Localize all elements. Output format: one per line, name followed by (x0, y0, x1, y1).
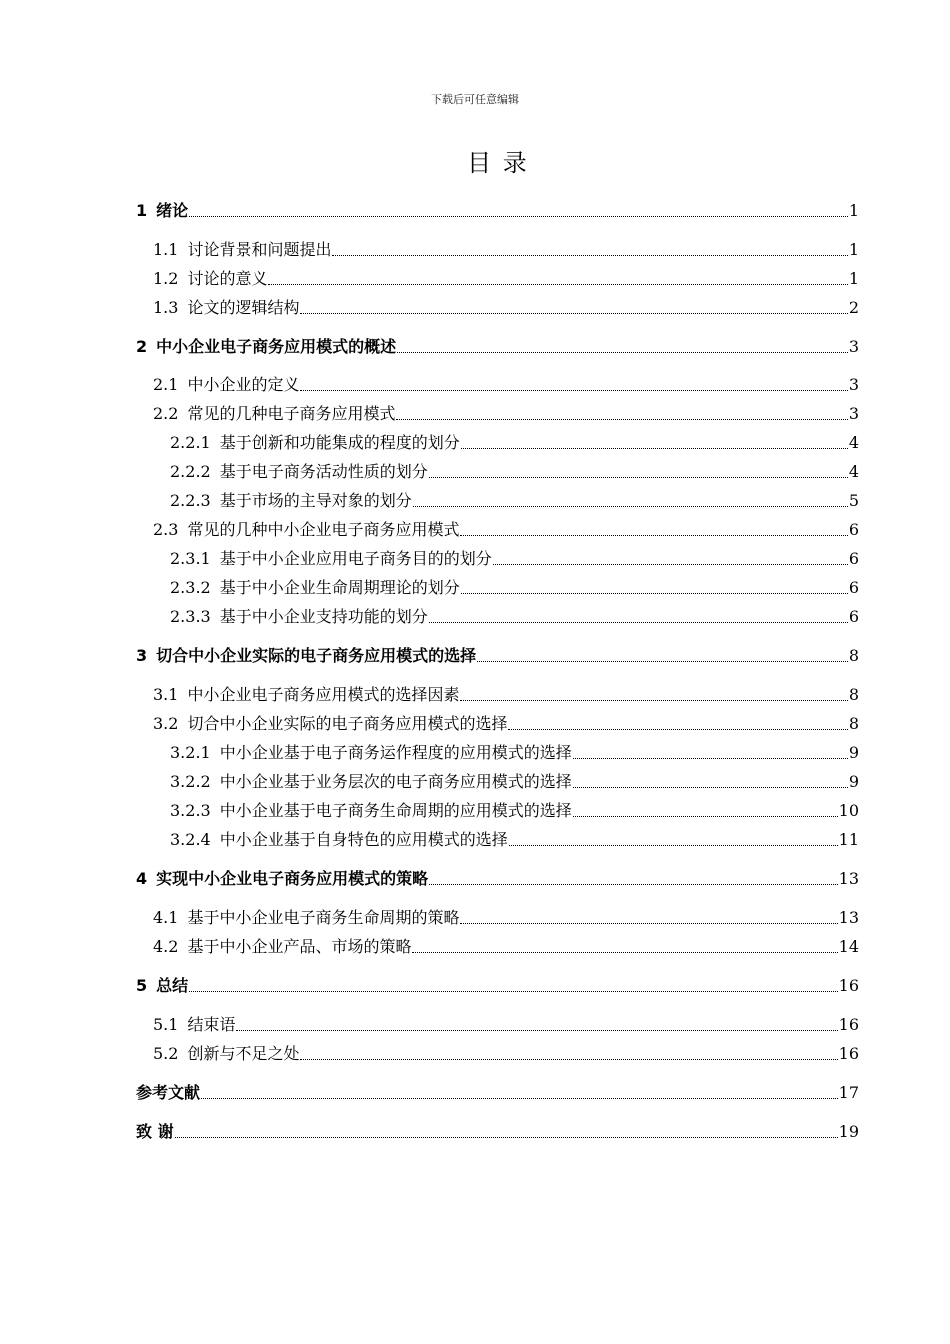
toc-entry-label: 中小企业基于电子商务生命周期的应用模式的选择 (219, 801, 572, 820)
toc-entry[interactable] (170, 828, 859, 850)
toc-entry-label: 切合中小企业实际的电子商务应用模式的选择 (156, 646, 477, 665)
toc-entry[interactable] (153, 683, 859, 705)
toc-entry-page: 4 (848, 462, 859, 481)
toc-dot-leader (508, 728, 847, 730)
toc-entry-label: 结束语 (187, 1015, 236, 1034)
toc-dot-leader (412, 951, 837, 953)
toc-dot-leader (396, 418, 847, 420)
toc-entry-number: 1.3 (153, 298, 179, 317)
toc-entry[interactable] (170, 770, 859, 792)
toc-dot-leader (493, 563, 848, 565)
toc-entry-number: 5.2 (153, 1044, 179, 1063)
toc-entry-number: 3 (136, 646, 148, 665)
toc-entry[interactable] (153, 238, 859, 260)
toc-entry[interactable] (170, 489, 859, 511)
toc-entry-page: 16 (838, 1044, 859, 1063)
toc-dot-leader (189, 215, 848, 217)
toc-entry-label: 创新与不足之处 (187, 1044, 300, 1063)
toc-entry-page: 3 (848, 375, 859, 394)
toc-entry[interactable] (170, 576, 859, 598)
toc-dot-leader (509, 844, 838, 846)
header-note: 下载后可任意编辑 (431, 93, 519, 106)
toc-entry[interactable] (170, 460, 859, 482)
toc-entry-number: 2.3.3 (170, 607, 211, 626)
toc-entry-page: 1 (848, 240, 859, 259)
toc-entry-label: 基于中小企业电子商务生命周期的策略 (187, 908, 460, 927)
toc-entry-label: 致 谢 (136, 1122, 174, 1141)
toc-dot-leader (300, 1058, 837, 1060)
toc-entry[interactable] (170, 799, 859, 821)
toc-entry[interactable] (136, 867, 859, 889)
toc-entry-number: 2.2 (153, 404, 179, 423)
toc-entry-number: 2.2.3 (170, 491, 211, 510)
toc-dot-leader (268, 283, 847, 285)
toc-entry-page: 14 (838, 937, 859, 956)
toc-entry-page: 6 (848, 549, 859, 568)
toc-entry-label: 总结 (156, 976, 189, 995)
toc-entry-number: 2 (136, 337, 148, 356)
toc-entry-number: 2.3 (153, 520, 179, 539)
toc-entry[interactable] (153, 1013, 859, 1035)
toc-entry[interactable] (153, 402, 859, 424)
toc-entry-page: 1 (848, 269, 859, 288)
toc-entry-page: 9 (848, 743, 859, 762)
toc-title: 目 录 (467, 149, 529, 177)
toc-entry[interactable] (170, 431, 859, 453)
toc-entry[interactable] (170, 547, 859, 569)
toc-dot-leader (429, 621, 848, 623)
toc-entry-label: 基于创新和功能集成的程度的划分 (219, 433, 460, 452)
toc-dot-leader (175, 1136, 838, 1138)
toc-entry[interactable] (153, 267, 859, 289)
toc-entry[interactable] (153, 906, 859, 928)
toc-entry-number: 2.2.1 (170, 433, 211, 452)
toc-dot-leader (236, 1029, 837, 1031)
toc-dot-leader (413, 505, 848, 507)
toc-entry-label: 切合中小企业实际的电子商务应用模式的选择 (187, 714, 508, 733)
toc-entry-label: 基于中小企业生命周期理论的划分 (219, 578, 460, 597)
toc-entry-page: 6 (848, 607, 859, 626)
toc-dot-leader (189, 990, 837, 992)
toc-entry-label: 常见的几种电子商务应用模式 (187, 404, 396, 423)
toc-dot-leader (573, 815, 838, 817)
toc-entry-number: 4 (136, 869, 148, 888)
toc-entry-number: 5.1 (153, 1015, 179, 1034)
toc-entry-number: 3.1 (153, 685, 179, 704)
toc-dot-leader (429, 883, 837, 885)
toc-entry[interactable] (153, 712, 859, 734)
toc-entry-label: 参考文献 (136, 1083, 201, 1102)
toc-dot-leader (201, 1097, 838, 1099)
toc-entry-page: 3 (848, 404, 859, 423)
toc-entry-page: 3 (848, 337, 859, 356)
toc-entry-label: 讨论背景和问题提出 (187, 240, 332, 259)
toc-entry[interactable] (170, 605, 859, 627)
toc-entry-page: 8 (848, 646, 859, 665)
toc-dot-leader (461, 447, 848, 449)
toc-dot-leader (397, 351, 848, 353)
toc-dot-leader (460, 534, 847, 536)
toc-entry[interactable] (136, 1081, 859, 1103)
toc-entry-page: 8 (848, 714, 859, 733)
toc-entry[interactable] (153, 373, 859, 395)
toc-entry-number: 3.2.2 (170, 772, 211, 791)
toc-entry-label: 基于市场的主导对象的划分 (219, 491, 412, 510)
toc-entry-label: 讨论的意义 (187, 269, 268, 288)
toc-entry-number: 2.3.1 (170, 549, 211, 568)
toc-entry[interactable] (153, 518, 859, 540)
toc-entry-page: 8 (848, 685, 859, 704)
toc-entry-page: 13 (838, 869, 859, 888)
toc-entry-number: 4.1 (153, 908, 179, 927)
toc-entry-label: 中小企业基于业务层次的电子商务应用模式的选择 (219, 772, 572, 791)
toc-entry-label: 基于中小企业应用电子商务目的的划分 (219, 549, 492, 568)
toc-entry-label: 中小企业的定义 (187, 375, 300, 394)
toc-entry-page: 6 (848, 520, 859, 539)
toc-entry-page: 19 (838, 1122, 859, 1141)
toc-entry-number: 1 (136, 201, 148, 220)
toc-dot-leader (460, 922, 837, 924)
toc-entry[interactable] (153, 1042, 859, 1064)
toc-dot-leader (573, 786, 848, 788)
toc-entry-label: 中小企业电子商务应用模式的概述 (156, 337, 397, 356)
toc-entry-number: 2.1 (153, 375, 179, 394)
toc-entry[interactable] (136, 335, 859, 357)
toc-entry[interactable] (153, 296, 859, 318)
toc-entry-page: 9 (848, 772, 859, 791)
toc-entry-page: 13 (838, 908, 859, 927)
toc-entry-number: 1.1 (153, 240, 179, 259)
toc-entry-label: 实现中小企业电子商务应用模式的策略 (156, 869, 429, 888)
toc-dot-leader (300, 389, 847, 391)
toc-entry-page: 16 (838, 976, 859, 995)
toc-entry-page: 10 (838, 801, 859, 820)
toc-entry-number: 2.2.2 (170, 462, 211, 481)
toc-dot-leader (461, 592, 848, 594)
toc-entry-number: 3.2.1 (170, 743, 211, 762)
toc-entry-label: 论文的逻辑结构 (187, 298, 300, 317)
toc-entry-label: 基于电子商务活动性质的划分 (219, 462, 428, 481)
toc-entry-page: 5 (848, 491, 859, 510)
toc-entry-page: 2 (848, 298, 859, 317)
toc-entry-number: 3.2 (153, 714, 179, 733)
toc-entry-label: 中小企业电子商务应用模式的选择因素 (187, 685, 460, 704)
toc-entry-label: 基于中小企业产品、市场的策略 (187, 937, 412, 956)
toc-entry-number: 1.2 (153, 269, 179, 288)
toc-entry-label: 基于中小企业支持功能的划分 (219, 607, 428, 626)
toc-entry-number: 2.3.2 (170, 578, 211, 597)
toc-entry-label: 绪论 (156, 201, 189, 220)
toc-entry-label: 中小企业基于自身特色的应用模式的选择 (219, 830, 508, 849)
toc-entry-number: 4.2 (153, 937, 179, 956)
toc-entry-page: 17 (838, 1083, 859, 1102)
toc-dot-leader (332, 254, 847, 256)
toc-entry-label: 中小企业基于电子商务运作程度的应用模式的选择 (219, 743, 572, 762)
toc-entry-page: 4 (848, 433, 859, 452)
toc-entry-number: 3.2.4 (170, 830, 211, 849)
toc-entry-label: 常见的几种中小企业电子商务应用模式 (187, 520, 460, 539)
toc-entry[interactable] (170, 741, 859, 763)
toc-entry-page: 1 (848, 201, 859, 220)
toc-entry-number: 3.2.3 (170, 801, 211, 820)
toc-dot-leader (460, 699, 847, 701)
toc-dot-leader (429, 476, 848, 478)
toc-dot-leader (477, 660, 848, 662)
toc-entry-page: 6 (848, 578, 859, 597)
toc-entry[interactable] (136, 644, 859, 666)
toc-entry[interactable] (153, 935, 859, 957)
toc-entry-page: 16 (838, 1015, 859, 1034)
toc-dot-leader (300, 312, 847, 314)
toc-entry[interactable] (136, 974, 859, 996)
toc-entry-number: 5 (136, 976, 148, 995)
toc-entry[interactable] (136, 199, 859, 221)
toc-entry-page: 11 (838, 830, 859, 849)
toc-dot-leader (573, 757, 848, 759)
toc-entry[interactable] (136, 1120, 859, 1142)
